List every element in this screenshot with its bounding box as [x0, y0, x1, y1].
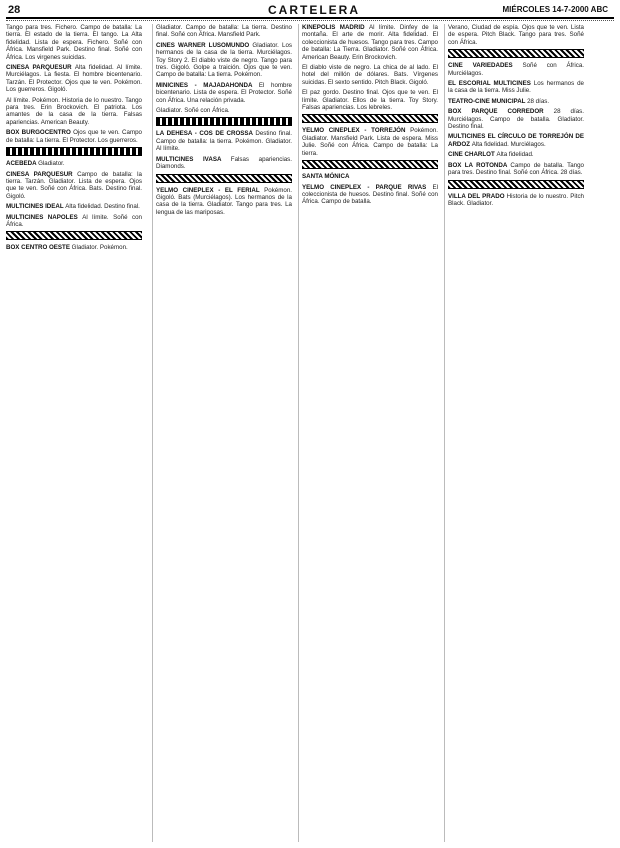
- listings-columns: [6, 24, 614, 842]
- film-schedule: Ojos que te ven. Campo de batalla: La tierra. El Protector. Los guerreros.: [6, 129, 142, 144]
- cinema-name: CINESA PARQUESUR: [6, 64, 75, 72]
- film-schedule: Alta fidelidad. Al límite. Murciélagos. La fiesta. El hombre bicentenario. Tarzán. El Protector. Ojos que te ven. Pokémon. Los guerreros. Gigoló.: [6, 64, 142, 94]
- cinema-listing: [448, 193, 584, 208]
- cinema-listing: [156, 107, 292, 114]
- cinema-name: YELMO CINEPLEX - PARQUE RIVAS: [302, 183, 433, 191]
- film-schedule: El coleccionista de huesos. Destino final. Soñé con África. Campo de batalla.: [302, 183, 438, 206]
- cinema-name: CINESA PARQUESUR: [6, 170, 78, 178]
- section-divider: [448, 180, 584, 189]
- film-schedule: Los hermanos de la casa de la tierra. Miss Julie.: [448, 80, 584, 95]
- page-header: [0, 0, 620, 22]
- cinema-name: EL ESCORIAL MULTICINES: [448, 80, 534, 88]
- film-schedule: Tango para tres. Fichero. Campo de batalla: La tierra. El estado de la tierra. El tango. La Alta fidelidad. Lista de espera. Fichero. Soñé con África. Mansfield Park. Destino final. Soñé con África. Los virgenes suicidas.: [6, 24, 142, 61]
- cinema-name: CINE VARIEDADES: [448, 62, 523, 70]
- cinema-name: MULTICINES NAPOLES: [6, 213, 83, 221]
- cinema-listing: [448, 151, 584, 158]
- film-schedule: Verano, Ciudad de espía. Ojos que te ven. Lista de espera. Pitch Black. Tango para tres. Soñé con África.: [448, 24, 584, 46]
- film-schedule: Al límite. Dinfey de la montaña. El arte de morir. Alta fidelidad. El coleccionista de huesos. Tango para tres. Campo de batalla: La Tierra. Gladiator. Soñé con África. American Beauty. Erin Brockovich.: [302, 24, 438, 61]
- section-divider: [6, 147, 142, 156]
- cinema-listing: [6, 244, 142, 251]
- cinema-listing: [156, 187, 292, 217]
- film-schedule: Alta fidelidad. Murciélagos.: [471, 140, 546, 148]
- film-schedule: Gladiator. Pokémon.: [71, 244, 128, 252]
- cinema-name: KINEPOLIS MADRID: [302, 24, 369, 31]
- section-divider: [156, 117, 292, 126]
- film-schedule: Destino final. Campo de batalla: la tierra. Pokémon. Gladiator. Al límite.: [156, 130, 292, 153]
- section-divider: [302, 160, 438, 169]
- cinema-listing: [448, 80, 584, 95]
- film-schedule: El diablo viste de negro. La chica de al lado. El hotel del millón de dólares. Bats. Vírgenes suicidas. El sexto sentido. Pitch Black. Gigoló.: [302, 64, 438, 86]
- cinema-listing: [448, 133, 584, 148]
- film-schedule: Soñé con África. Murciélagos.: [448, 62, 584, 77]
- cinema-name: VILLA DEL PRADO: [448, 192, 507, 200]
- cinema-listing: [6, 171, 142, 201]
- cinema-name: BOX LA ROTONDA: [448, 161, 511, 169]
- film-schedule: Gladiator. Campo de batalla: La tierra. Destino final. Soñé con África. Mansfield Park.: [156, 24, 292, 39]
- cinema-listing: [448, 62, 584, 77]
- cinema-name: BOX PARQUE CORREDOR: [448, 108, 554, 116]
- cinema-listing: [302, 24, 438, 61]
- film-schedule: Gladiator. Los hermanos de la casa de la tierra. Murciélagos. Toy Story 2. El diablo viste de negro. Tango para tres. Gigoló. Golpe a traición. Ojos que te ven. Campo de batalla: La tierra. Pokémon.: [156, 41, 292, 79]
- cinema-name: CINE CHARLOT: [448, 151, 497, 159]
- cinema-name: MINICINES - MAJADAHONDA: [156, 81, 259, 89]
- cinema-listing: [448, 24, 584, 46]
- cinema-listing: [448, 108, 584, 130]
- film-schedule: Al límite. Pokémon. Historia de lo nuestro. Tango para tres. Erin Brockovich. El patriota. Los amantes de la casa de la tierra. Falsas apariencias. American Beauty.: [6, 96, 142, 126]
- cinema-name: ACEBEDA: [6, 160, 39, 168]
- header-rule: [6, 17, 614, 19]
- cinema-listing: [6, 24, 142, 61]
- page-number: 28: [8, 4, 21, 16]
- cinema-name: YELMO CINEPLEX - EL FERIAL: [156, 186, 265, 194]
- cinema-listing: [6, 203, 142, 210]
- column-separator: [152, 24, 153, 842]
- film-schedule: Alta fidelidad.: [496, 151, 534, 159]
- film-schedule: Historia de lo nuestro. Pitch Black. Gladiator.: [448, 192, 584, 207]
- cinema-listing: [6, 97, 142, 127]
- cinema-name: MULTICINES IDEAL: [6, 203, 66, 211]
- issue-date: MIÉRCOLES 14-7-2000 ABC: [502, 5, 608, 14]
- cinema-listing: [156, 156, 292, 171]
- listing-column-3: [302, 24, 438, 842]
- listing-column-2: [156, 24, 292, 842]
- cinema-listing: [6, 214, 142, 229]
- cinema-listing: [156, 24, 292, 39]
- cinema-listing: [302, 89, 438, 111]
- column-separator: [444, 24, 445, 842]
- cinema-name: MULTICINES EL CÍRCULO DE TORREJÓN DE ARDOZ: [448, 133, 584, 148]
- cinema-name: YELMO CINEPLEX - TORREJÓN: [302, 127, 411, 135]
- film-schedule: El paz gordo. Destino final. Ojos que te ven. El límite. Gladiator. Ellos de la tierra. Toy Story. Falsas apariencias. Los lebreles.: [302, 89, 438, 112]
- cinema-name: TEATRO-CINE MUNICIPAL: [448, 97, 528, 105]
- film-schedule: Falsas apariencias. Diamonds.: [156, 155, 292, 171]
- film-schedule: 28 días. Murciélagos. Campo de batalla. Gladiator. Destino final.: [448, 108, 584, 131]
- film-schedule: Pokémon. Gigoló. Bats (Murciélagos). Los hermanos de la casa de la tierra. Gladiator. Tango para tres. La lengua de las mariposas.: [156, 186, 292, 216]
- film-schedule: El hombre bicentenario. Lista de espera. El Protector. Soñé con África. Una relación privada.: [156, 81, 292, 104]
- cinema-listing: [6, 129, 142, 144]
- section-divider: [448, 49, 584, 58]
- film-schedule: Gladiator. Soñé con África.: [156, 107, 230, 115]
- header-dotted-rule: [6, 20, 614, 22]
- cinema-name: MULTICINES IVASA: [156, 155, 231, 163]
- film-schedule: Campo de batalla. Tango para tres. Destino final. Soñé con África. 28 días.: [448, 161, 584, 177]
- film-schedule: Gladiator.: [38, 160, 65, 168]
- cinema-name: CINES WARNER LUSOMUNDO: [156, 41, 253, 49]
- film-schedule: Alta fidelidad. Destino final.: [65, 203, 140, 211]
- cinema-listing: [6, 160, 142, 167]
- section-divider: [302, 114, 438, 123]
- cinema-listing: [302, 184, 438, 206]
- cinema-name: BOX BURGOCENTRO: [6, 129, 74, 137]
- cinema-listing: [302, 127, 438, 157]
- cinema-listing: [156, 42, 292, 79]
- section-divider: [156, 174, 292, 183]
- cinema-listing: [302, 64, 438, 86]
- cinema-listing: [448, 98, 584, 105]
- film-schedule: Campo de batalla: la tierra. Tarzán. Gladiator. Lista de espera. Ojos que te ven. Soñé con África. Bats. Destino final. Gigoló.: [6, 170, 142, 200]
- cinema-name: BOX CENTRO OESTE: [6, 244, 72, 252]
- film-schedule: 28 días.: [527, 97, 550, 105]
- cinema-listing: [302, 173, 438, 180]
- listing-column-1: [6, 24, 142, 842]
- section-title: CARTELERA: [268, 3, 360, 17]
- cinema-name: SANTA MÓNICA: [302, 173, 350, 181]
- cinema-listing: [6, 64, 142, 94]
- film-schedule: Pokémon. Gladiator. Mansfield Park. Lista de espera. Miss Julie. Soñé con África. Campo de batalla: La tierra.: [302, 127, 438, 157]
- column-separator: [298, 24, 299, 842]
- cinema-listing: [156, 82, 292, 104]
- listing-column-4: [448, 24, 584, 842]
- cinema-listing: [156, 130, 292, 152]
- cinema-listing: [448, 162, 584, 177]
- film-schedule: Al límite. Soñé con África.: [6, 213, 142, 228]
- cinema-name: LA DEHESA - COS DE CROSSA: [156, 130, 256, 138]
- section-divider: [6, 231, 142, 240]
